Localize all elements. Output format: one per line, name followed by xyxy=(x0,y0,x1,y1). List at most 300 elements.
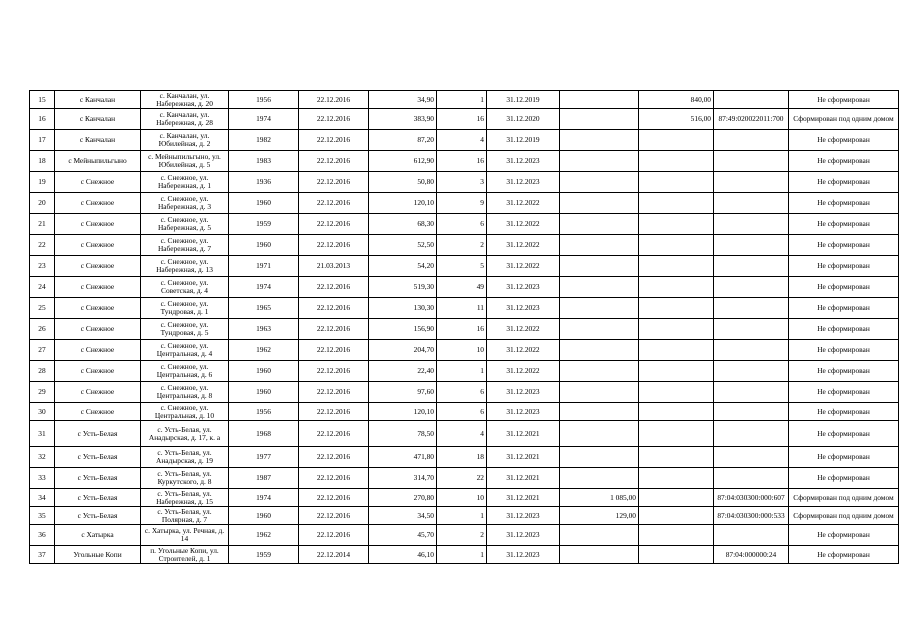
cell-date: 22.12.2016 xyxy=(299,319,369,340)
cell-land-status: Не сформирован xyxy=(789,130,899,151)
cell-area: 52,50 xyxy=(369,235,437,256)
cell-residents: 1 xyxy=(437,507,487,525)
cell-cost-a xyxy=(560,193,639,214)
cell-deadline: 31.12.2022 xyxy=(487,214,560,235)
cell-cadastral-number xyxy=(714,298,789,319)
cell-residents: 22 xyxy=(437,468,487,489)
cell-cost-b xyxy=(639,235,714,256)
cell-land-status: Не сформирован xyxy=(789,319,899,340)
cell-residents: 16 xyxy=(437,151,487,172)
cell-address: с. Снежное, ул. Набережная, д. 7 xyxy=(141,235,229,256)
cell-address: с. Канчалан, ул. Набережная, д. 28 xyxy=(141,109,229,130)
cell-address: с. Снежное, ул. Набережная, д. 3 xyxy=(141,193,229,214)
cell-deadline: 31.12.2022 xyxy=(487,193,560,214)
cell-date: 22.12.2016 xyxy=(299,421,369,447)
cell-deadline: 31.12.2023 xyxy=(487,151,560,172)
cell-address: с. Снежное, ул. Центральная, д. 6 xyxy=(141,361,229,382)
cell-date: 22.12.2016 xyxy=(299,525,369,546)
cell-residents: 6 xyxy=(437,403,487,421)
cell-land-status: Не сформирован xyxy=(789,468,899,489)
cell-deadline: 31.12.2022 xyxy=(487,235,560,256)
cell-cost-a xyxy=(560,421,639,447)
cell-date: 22.12.2016 xyxy=(299,298,369,319)
cell-number: 35 xyxy=(30,507,55,525)
table-row xyxy=(30,235,899,256)
cell-build-year: 1963 xyxy=(229,319,299,340)
cell-land-status: Не сформирован xyxy=(789,403,899,421)
cell-cadastral-number xyxy=(714,277,789,298)
cell-cost-a xyxy=(560,256,639,277)
cell-cost-a xyxy=(560,214,639,235)
cell-build-year: 1974 xyxy=(229,277,299,298)
cell-residents: 18 xyxy=(437,447,487,468)
cell-build-year: 1968 xyxy=(229,421,299,447)
cell-cost-b xyxy=(639,382,714,403)
cell-cost-b: 516,00 xyxy=(639,109,714,130)
cell-residents: 4 xyxy=(437,130,487,151)
cell-deadline: 31.12.2022 xyxy=(487,361,560,382)
cell-build-year: 1960 xyxy=(229,382,299,403)
cell-cadastral-number xyxy=(714,447,789,468)
cell-area: 156,90 xyxy=(369,319,437,340)
cell-area: 612,90 xyxy=(369,151,437,172)
cell-residents: 10 xyxy=(437,489,487,507)
cell-cost-b xyxy=(639,361,714,382)
cell-residents: 2 xyxy=(437,525,487,546)
cell-build-year: 1971 xyxy=(229,256,299,277)
cell-land-status: Не сформирован xyxy=(789,298,899,319)
cell-land-status: Сформирован под одним домом xyxy=(789,507,899,525)
cell-build-year: 1977 xyxy=(229,447,299,468)
cell-number: 36 xyxy=(30,525,55,546)
cell-deadline: 31.12.2022 xyxy=(487,319,560,340)
cell-build-year: 1956 xyxy=(229,403,299,421)
cell-address: с. Канчалан, ул. Юбилейная, д. 2 xyxy=(141,130,229,151)
cell-settlement: Угольные Копи xyxy=(55,546,141,564)
cell-area: 45,70 xyxy=(369,525,437,546)
cell-settlement: с Усть-Белая xyxy=(55,447,141,468)
cell-residents: 6 xyxy=(437,382,487,403)
cell-date: 22.12.2016 xyxy=(299,468,369,489)
cell-number: 37 xyxy=(30,546,55,564)
cell-settlement: с Снежное xyxy=(55,403,141,421)
cell-cadastral-number xyxy=(714,130,789,151)
cell-deadline: 31.12.2023 xyxy=(487,403,560,421)
cell-number: 24 xyxy=(30,277,55,298)
cell-number: 27 xyxy=(30,340,55,361)
cell-cadastral-number xyxy=(714,151,789,172)
cell-cost-a xyxy=(560,130,639,151)
cell-area: 120,10 xyxy=(369,193,437,214)
cell-date: 22.12.2016 xyxy=(299,277,369,298)
cell-cadastral-number xyxy=(714,91,789,109)
cell-deadline: 31.12.2023 xyxy=(487,298,560,319)
cell-cadastral-number: 87:04:030300:000:533 xyxy=(714,507,789,525)
cell-date: 22.12.2016 xyxy=(299,382,369,403)
cell-residents: 6 xyxy=(437,214,487,235)
cell-area: 50,80 xyxy=(369,172,437,193)
cell-number: 23 xyxy=(30,256,55,277)
cell-date: 22.12.2016 xyxy=(299,91,369,109)
cell-number: 15 xyxy=(30,91,55,109)
cell-residents: 3 xyxy=(437,172,487,193)
cell-land-status: Не сформирован xyxy=(789,546,899,564)
cell-cost-b xyxy=(639,256,714,277)
cell-number: 32 xyxy=(30,447,55,468)
cell-cost-a xyxy=(560,277,639,298)
cell-cost-a xyxy=(560,403,639,421)
cell-land-status: Не сформирован xyxy=(789,382,899,403)
cell-settlement: с Усть-Белая xyxy=(55,507,141,525)
cell-residents: 1 xyxy=(437,546,487,564)
cell-settlement: с Канчалан xyxy=(55,130,141,151)
housing-table xyxy=(29,90,899,564)
cell-area: 22,40 xyxy=(369,361,437,382)
cell-cadastral-number xyxy=(714,525,789,546)
table-row xyxy=(30,91,899,109)
cell-address: с. Усть-Белая, ул. Анадырская, д. 19 xyxy=(141,447,229,468)
cell-deadline: 31.12.2020 xyxy=(487,109,560,130)
cell-settlement: с Снежное xyxy=(55,340,141,361)
cell-cadastral-number xyxy=(714,403,789,421)
cell-date: 22.12.2016 xyxy=(299,214,369,235)
cell-settlement: с Снежное xyxy=(55,235,141,256)
cell-land-status: Сформирован под одним домом xyxy=(789,489,899,507)
cell-build-year: 1983 xyxy=(229,151,299,172)
cell-cost-a xyxy=(560,361,639,382)
cell-build-year: 1987 xyxy=(229,468,299,489)
cell-cadastral-number: 87:49:020022011:700 xyxy=(714,109,789,130)
cell-cost-a xyxy=(560,235,639,256)
cell-area: 471,80 xyxy=(369,447,437,468)
cell-settlement: с Снежное xyxy=(55,298,141,319)
cell-number: 22 xyxy=(30,235,55,256)
cell-cost-a xyxy=(560,382,639,403)
cell-cadastral-number xyxy=(714,214,789,235)
table-row xyxy=(30,256,899,277)
table-row xyxy=(30,340,899,361)
table-row xyxy=(30,546,899,564)
cell-number: 17 xyxy=(30,130,55,151)
cell-build-year: 1960 xyxy=(229,361,299,382)
cell-date: 22.12.2016 xyxy=(299,235,369,256)
cell-cost-a xyxy=(560,447,639,468)
cell-cost-b xyxy=(639,151,714,172)
cell-area: 120,10 xyxy=(369,403,437,421)
cell-area: 383,90 xyxy=(369,109,437,130)
cell-date: 22.12.2016 xyxy=(299,361,369,382)
cell-cost-a xyxy=(560,525,639,546)
cell-cost-b xyxy=(639,298,714,319)
cell-residents: 49 xyxy=(437,277,487,298)
cell-address: с. Усть-Белая, ул. Полярная, д. 7 xyxy=(141,507,229,525)
table-body xyxy=(30,91,899,564)
cell-date: 22.12.2014 xyxy=(299,546,369,564)
cell-number: 16 xyxy=(30,109,55,130)
cell-date: 22.12.2016 xyxy=(299,193,369,214)
cell-build-year: 1936 xyxy=(229,172,299,193)
table-row xyxy=(30,277,899,298)
cell-date: 22.12.2016 xyxy=(299,447,369,468)
cell-settlement: с Канчалан xyxy=(55,91,141,109)
table-row xyxy=(30,319,899,340)
table-row xyxy=(30,403,899,421)
cell-cost-a xyxy=(560,172,639,193)
cell-settlement: с Снежное xyxy=(55,193,141,214)
cell-cadastral-number xyxy=(714,193,789,214)
cell-number: 26 xyxy=(30,319,55,340)
table-row xyxy=(30,298,899,319)
cell-deadline: 31.12.2019 xyxy=(487,130,560,151)
cell-cost-a xyxy=(560,151,639,172)
cell-number: 21 xyxy=(30,214,55,235)
cell-cost-a xyxy=(560,109,639,130)
table-row xyxy=(30,489,899,507)
cell-settlement: с Снежное xyxy=(55,256,141,277)
cell-cost-b xyxy=(639,546,714,564)
cell-build-year: 1974 xyxy=(229,489,299,507)
cell-address: с. Усть-Белая, ул. Анадырская, д. 17, к. а xyxy=(141,421,229,447)
table-row xyxy=(30,151,899,172)
cell-land-status: Не сформирован xyxy=(789,151,899,172)
cell-settlement: с Канчалан xyxy=(55,109,141,130)
cell-land-status: Сформирован под одним домом xyxy=(789,109,899,130)
cell-residents: 10 xyxy=(437,340,487,361)
cell-area: 54,20 xyxy=(369,256,437,277)
cell-number: 18 xyxy=(30,151,55,172)
cell-residents: 9 xyxy=(437,193,487,214)
cell-cadastral-number xyxy=(714,256,789,277)
cell-cadastral-number xyxy=(714,172,789,193)
table-row xyxy=(30,421,899,447)
cell-build-year: 1974 xyxy=(229,109,299,130)
table-row xyxy=(30,214,899,235)
cell-cost-b xyxy=(639,468,714,489)
cell-cadastral-number xyxy=(714,361,789,382)
cell-deadline: 31.12.2021 xyxy=(487,421,560,447)
cell-address: с. Снежное, ул. Центральная, д. 10 xyxy=(141,403,229,421)
cell-area: 519,30 xyxy=(369,277,437,298)
table-row xyxy=(30,447,899,468)
cell-cost-b xyxy=(639,340,714,361)
cell-build-year: 1962 xyxy=(229,340,299,361)
cell-cost-b xyxy=(639,214,714,235)
cell-address: п. Угольные Копи, ул. Строителей, д. 1 xyxy=(141,546,229,564)
cell-number: 29 xyxy=(30,382,55,403)
cell-deadline: 31.12.2023 xyxy=(487,172,560,193)
cell-land-status: Не сформирован xyxy=(789,340,899,361)
cell-cost-b xyxy=(639,172,714,193)
cell-build-year: 1956 xyxy=(229,91,299,109)
cell-address: с. Хатырка, ул. Речная, д. 14 xyxy=(141,525,229,546)
cell-address: с. Снежное, ул. Набережная, д. 13 xyxy=(141,256,229,277)
cell-build-year: 1962 xyxy=(229,525,299,546)
cell-residents: 16 xyxy=(437,109,487,130)
cell-address: с. Снежное, ул. Советская, д. 4 xyxy=(141,277,229,298)
cell-deadline: 31.12.2023 xyxy=(487,507,560,525)
cell-settlement: с Мейныпильгыно xyxy=(55,151,141,172)
table-row xyxy=(30,468,899,489)
cell-address: с. Снежное, ул. Набережная, д. 1 xyxy=(141,172,229,193)
cell-number: 28 xyxy=(30,361,55,382)
cell-date: 22.12.2016 xyxy=(299,109,369,130)
cell-cadastral-number: 87:04:030300:000:607 xyxy=(714,489,789,507)
table-row xyxy=(30,382,899,403)
cell-cadastral-number xyxy=(714,340,789,361)
cell-cost-b xyxy=(639,277,714,298)
cell-area: 204,70 xyxy=(369,340,437,361)
cell-deadline: 31.12.2022 xyxy=(487,256,560,277)
cell-land-status: Не сформирован xyxy=(789,421,899,447)
cell-address: с. Мейныпильгыно, ул. Юбилейная, д. 5 xyxy=(141,151,229,172)
cell-area: 34,90 xyxy=(369,91,437,109)
cell-cadastral-number xyxy=(714,421,789,447)
cell-land-status: Не сформирован xyxy=(789,91,899,109)
cell-build-year: 1960 xyxy=(229,507,299,525)
table-row xyxy=(30,130,899,151)
cell-land-status: Не сформирован xyxy=(789,277,899,298)
cell-residents: 11 xyxy=(437,298,487,319)
table-row xyxy=(30,507,899,525)
cell-cost-b xyxy=(639,489,714,507)
cell-cost-a xyxy=(560,298,639,319)
cell-date: 22.12.2016 xyxy=(299,130,369,151)
cell-deadline: 31.12.2021 xyxy=(487,468,560,489)
cell-area: 46,10 xyxy=(369,546,437,564)
cell-address: с. Снежное, ул. Тундровая, д. 1 xyxy=(141,298,229,319)
cell-settlement: с Хатырка xyxy=(55,525,141,546)
cell-deadline: 31.12.2021 xyxy=(487,447,560,468)
cell-settlement: с Снежное xyxy=(55,382,141,403)
cell-number: 25 xyxy=(30,298,55,319)
cell-residents: 2 xyxy=(437,235,487,256)
cell-residents: 1 xyxy=(437,361,487,382)
cell-address: с. Снежное, ул. Центральная, д. 4 xyxy=(141,340,229,361)
cell-deadline: 31.12.2023 xyxy=(487,546,560,564)
cell-settlement: с Снежное xyxy=(55,361,141,382)
cell-cadastral-number xyxy=(714,319,789,340)
cell-date: 22.12.2016 xyxy=(299,172,369,193)
cell-build-year: 1959 xyxy=(229,546,299,564)
cell-cost-a: 1 085,00 xyxy=(560,489,639,507)
cell-land-status: Не сформирован xyxy=(789,172,899,193)
cell-area: 314,70 xyxy=(369,468,437,489)
cell-cost-a xyxy=(560,546,639,564)
table-row xyxy=(30,525,899,546)
cell-cadastral-number xyxy=(714,235,789,256)
cell-cadastral-number: 87:04:000000:24 xyxy=(714,546,789,564)
cell-number: 20 xyxy=(30,193,55,214)
cell-cost-b xyxy=(639,403,714,421)
cell-date: 22.12.2016 xyxy=(299,489,369,507)
cell-cost-a xyxy=(560,319,639,340)
cell-address: с. Снежное, ул. Центральная, д. 8 xyxy=(141,382,229,403)
cell-cost-b xyxy=(639,507,714,525)
cell-number: 34 xyxy=(30,489,55,507)
table-row xyxy=(30,109,899,130)
cell-cost-a xyxy=(560,468,639,489)
cell-area: 130,30 xyxy=(369,298,437,319)
cell-address: с. Усть-Белая, ул. Куркутского, д. 8 xyxy=(141,468,229,489)
cell-cost-b xyxy=(639,130,714,151)
cell-residents: 1 xyxy=(437,91,487,109)
cell-cost-a xyxy=(560,91,639,109)
cell-number: 33 xyxy=(30,468,55,489)
cell-date: 22.12.2016 xyxy=(299,151,369,172)
cell-land-status: Не сформирован xyxy=(789,361,899,382)
cell-address: с. Усть-Белая, ул. Набережная, д. 15 xyxy=(141,489,229,507)
cell-number: 31 xyxy=(30,421,55,447)
cell-area: 270,80 xyxy=(369,489,437,507)
cell-land-status: Не сформирован xyxy=(789,447,899,468)
cell-cadastral-number xyxy=(714,382,789,403)
cell-deadline: 31.12.2023 xyxy=(487,382,560,403)
cell-settlement: с Снежное xyxy=(55,319,141,340)
cell-land-status: Не сформирован xyxy=(789,525,899,546)
cell-address: с. Снежное, ул. Набережная, д. 5 xyxy=(141,214,229,235)
cell-date: 22.12.2016 xyxy=(299,403,369,421)
cell-date: 22.12.2016 xyxy=(299,340,369,361)
cell-land-status: Не сформирован xyxy=(789,235,899,256)
cell-deadline: 31.12.2023 xyxy=(487,277,560,298)
cell-area: 78,50 xyxy=(369,421,437,447)
cell-area: 68,30 xyxy=(369,214,437,235)
cell-build-year: 1960 xyxy=(229,235,299,256)
cell-date: 21.03.2013 xyxy=(299,256,369,277)
cell-cost-a xyxy=(560,340,639,361)
cell-deadline: 31.12.2021 xyxy=(487,489,560,507)
cell-residents: 16 xyxy=(437,319,487,340)
cell-area: 34,50 xyxy=(369,507,437,525)
cell-settlement: с Снежное xyxy=(55,277,141,298)
cell-deadline: 31.12.2022 xyxy=(487,340,560,361)
cell-deadline: 31.12.2023 xyxy=(487,525,560,546)
cell-cost-b xyxy=(639,193,714,214)
cell-build-year: 1982 xyxy=(229,130,299,151)
cell-date: 22.12.2016 xyxy=(299,507,369,525)
cell-cadastral-number xyxy=(714,468,789,489)
cell-cost-b xyxy=(639,447,714,468)
cell-number: 30 xyxy=(30,403,55,421)
cell-cost-b xyxy=(639,421,714,447)
cell-cost-a: 129,00 xyxy=(560,507,639,525)
cell-cost-b xyxy=(639,319,714,340)
cell-build-year: 1959 xyxy=(229,214,299,235)
cell-cost-b xyxy=(639,525,714,546)
cell-area: 97,60 xyxy=(369,382,437,403)
cell-build-year: 1965 xyxy=(229,298,299,319)
cell-address: с. Снежное, ул. Тундровая, д. 5 xyxy=(141,319,229,340)
cell-settlement: с Снежное xyxy=(55,214,141,235)
cell-land-status: Не сформирован xyxy=(789,193,899,214)
cell-residents: 5 xyxy=(437,256,487,277)
cell-settlement: с Усть-Белая xyxy=(55,468,141,489)
table-row xyxy=(30,361,899,382)
table-row xyxy=(30,172,899,193)
cell-land-status: Не сформирован xyxy=(789,256,899,277)
cell-address: с. Канчалан, ул. Набережная, д. 20 xyxy=(141,91,229,109)
cell-build-year: 1960 xyxy=(229,193,299,214)
cell-number: 19 xyxy=(30,172,55,193)
cell-land-status: Не сформирован xyxy=(789,214,899,235)
cell-cost-b: 840,00 xyxy=(639,91,714,109)
cell-settlement: с Усть-Белая xyxy=(55,489,141,507)
cell-residents: 4 xyxy=(437,421,487,447)
cell-area: 87,20 xyxy=(369,130,437,151)
cell-settlement: с Усть-Белая xyxy=(55,421,141,447)
cell-settlement: с Снежное xyxy=(55,172,141,193)
cell-deadline: 31.12.2019 xyxy=(487,91,560,109)
